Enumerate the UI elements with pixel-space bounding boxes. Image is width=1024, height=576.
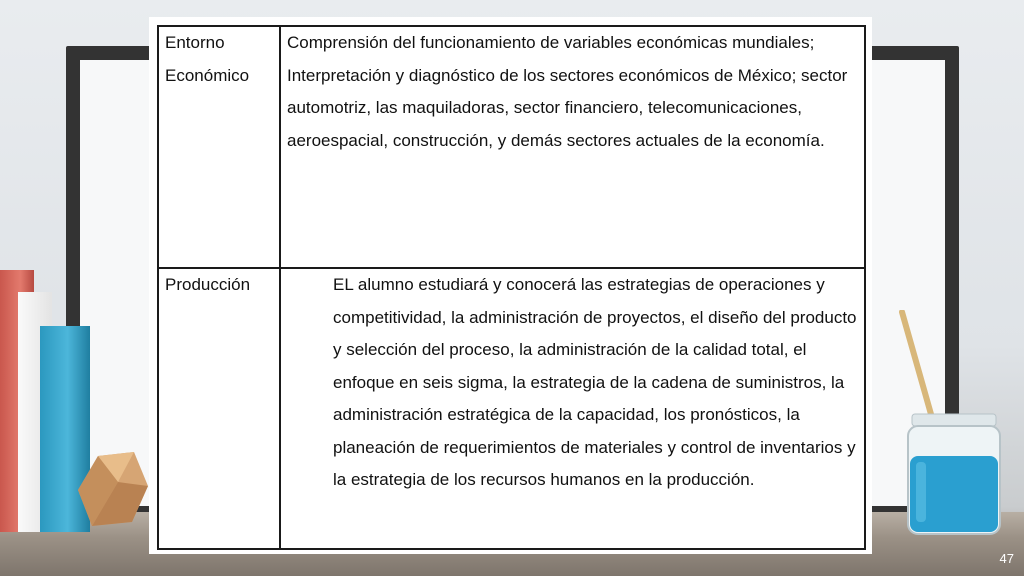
row-description: Comprensión del funcionamiento de variables económicas mundiales; Interpretación y diagnóstico de los sectores económicos de México; sector automotriz, las maquiladoras, sector financiero, telecomunicaciones, aeroespacial, construcción, y demás sectores actuales de la economía. <box>280 26 865 268</box>
content-table <box>157 25 866 550</box>
table-row <box>158 26 865 268</box>
water-jar-icon <box>906 410 1002 536</box>
row-label: Producción <box>158 268 280 549</box>
slide-sheet <box>149 17 872 554</box>
wooden-ornament-icon <box>78 452 148 526</box>
page-number: 47 <box>999 551 1014 566</box>
row-label: Entorno Económico <box>158 26 280 268</box>
row-description: EL alumno estudiará y conocerá las estrategias de operaciones y competitividad, la administración de proyectos, el diseño del producto y selección del proceso, la administración de la calidad total, el enfoque en seis sigma, la estrategia de la cadena de suministros, la administración estratégica de la capacidad, los pronósticos, la planeación de requerimientos de materiales y control de inventarios y la estrategia de los recursos humanos en la producción. <box>280 268 865 549</box>
table-row <box>158 268 865 549</box>
